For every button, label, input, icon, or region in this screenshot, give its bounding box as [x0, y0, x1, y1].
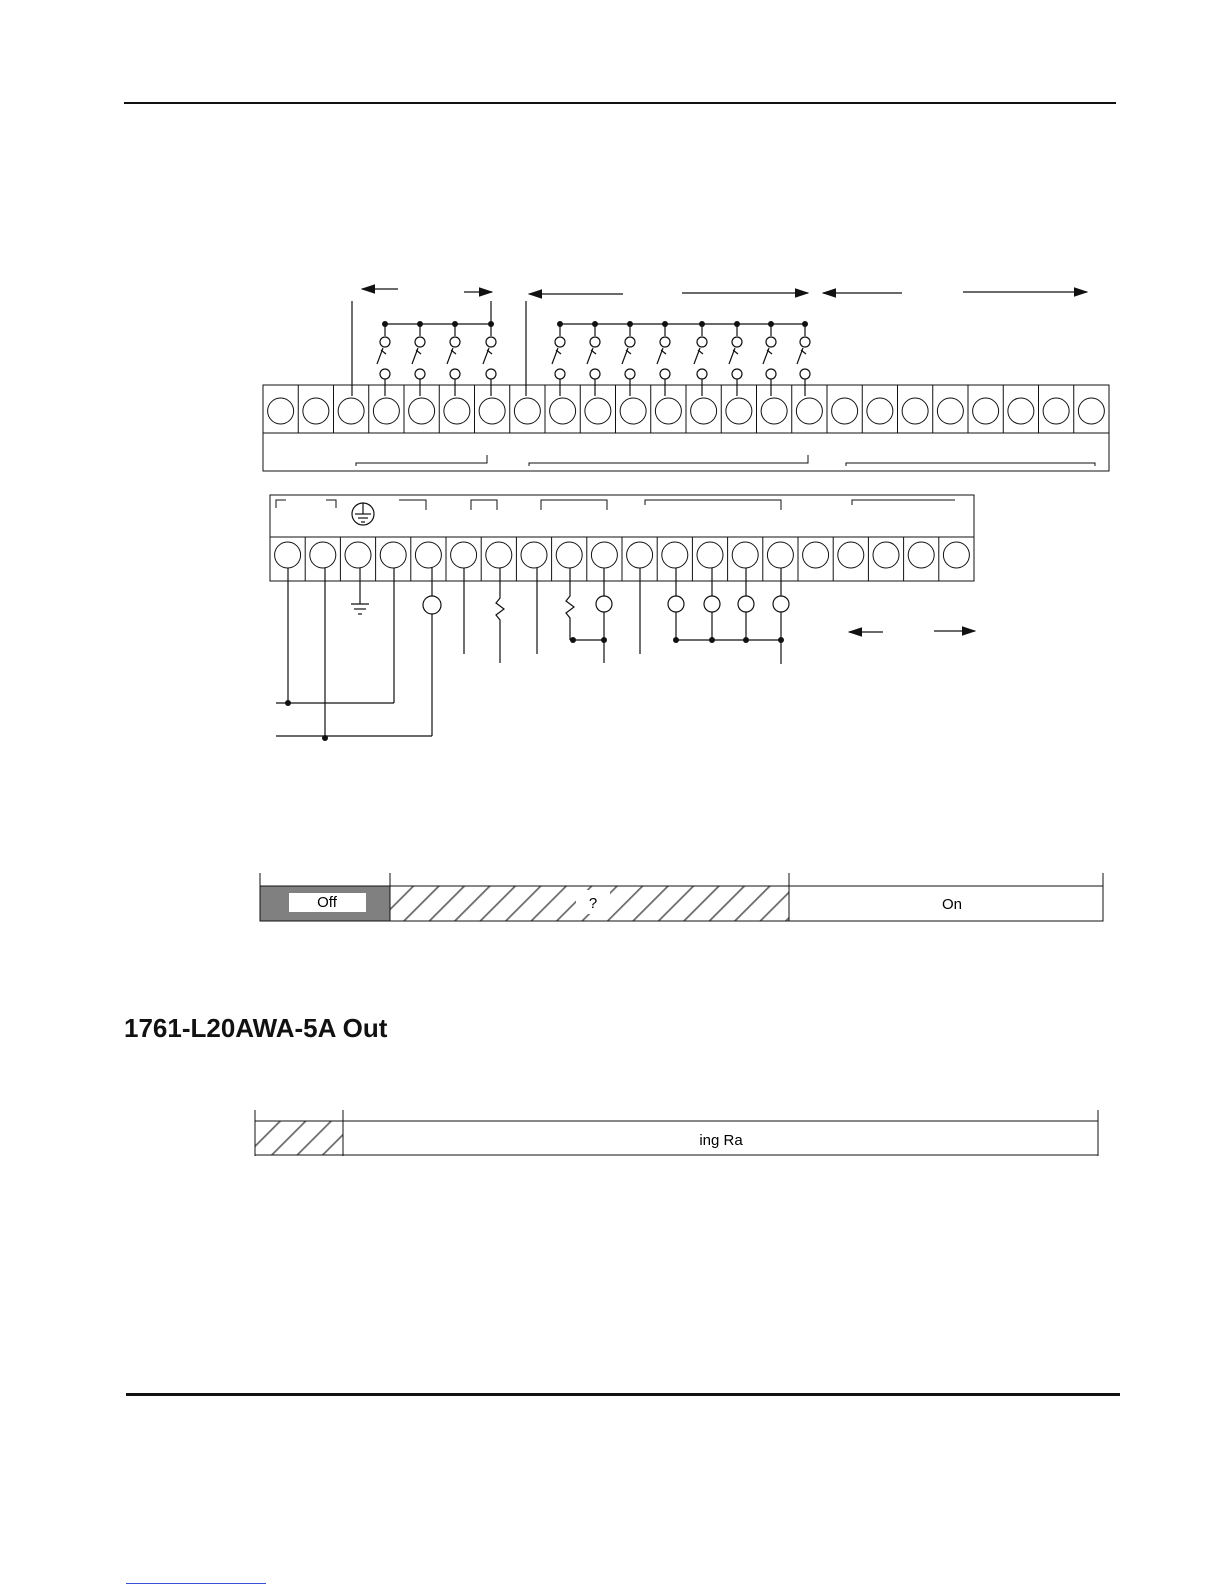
output-arrows	[849, 631, 975, 632]
terminal-screw-icon	[550, 398, 576, 424]
input-terminal-block	[263, 385, 1109, 471]
terminal-screw-icon	[556, 542, 582, 568]
terminal-screw-icon	[973, 398, 999, 424]
terminal-screw-icon	[345, 542, 371, 568]
output-load-wiring	[276, 568, 789, 738]
terminal-screw-icon	[409, 398, 435, 424]
ground-symbol-icon	[352, 503, 374, 525]
terminal-screw-icon	[486, 542, 512, 568]
terminal-screw-icon	[514, 398, 540, 424]
terminal-screw-icon	[761, 398, 787, 424]
load-icon	[738, 596, 754, 612]
output-group-brackets	[276, 500, 955, 510]
terminal-screw-icon	[627, 542, 653, 568]
rating-hatched-region	[255, 1121, 343, 1155]
input-terminals	[268, 385, 1105, 433]
terminal-screw-icon	[697, 542, 723, 568]
on-label: On	[941, 896, 963, 913]
terminal-screw-icon	[380, 542, 406, 568]
load-icon	[773, 596, 789, 612]
terminal-screw-icon	[832, 398, 858, 424]
terminal-screw-icon	[902, 398, 928, 424]
output-terminal-label-strip	[270, 495, 974, 537]
state-bar	[260, 873, 1103, 921]
terminal-screw-icon	[268, 398, 294, 424]
terminal-screw-icon	[732, 542, 758, 568]
terminal-screw-icon	[908, 542, 934, 568]
terminal-screw-icon	[873, 542, 899, 568]
terminal-screw-icon	[1078, 398, 1104, 424]
load-icon	[596, 596, 612, 612]
terminal-screw-icon	[451, 542, 477, 568]
terminal-screw-icon	[655, 398, 681, 424]
section-title: 1761-L20AWA-5A Out	[124, 1013, 388, 1043]
load-resistor-icon	[496, 568, 504, 663]
rating-bar	[255, 1110, 1098, 1156]
terminal-screw-icon	[662, 542, 688, 568]
terminal-screw-icon	[521, 542, 547, 568]
terminal-screw-icon	[415, 542, 441, 568]
output-terminal-block	[270, 495, 974, 581]
terminal-screw-icon	[691, 398, 717, 424]
terminal-screw-icon	[937, 398, 963, 424]
terminal-screw-icon	[338, 398, 364, 424]
terminal-screw-icon	[275, 542, 301, 568]
terminal-screw-icon	[591, 542, 617, 568]
ground-symbol-icon	[351, 604, 369, 614]
load-icon	[704, 596, 720, 612]
rating-label: ing Ra	[699, 1132, 743, 1149]
terminal-screw-icon	[867, 398, 893, 424]
terminal-screw-icon	[373, 398, 399, 424]
terminal-screw-icon	[943, 542, 969, 568]
output-terminals	[275, 537, 970, 581]
terminal-screw-icon	[767, 542, 793, 568]
terminal-screw-icon	[620, 398, 646, 424]
transition-label: ?	[588, 895, 598, 912]
terminal-screw-icon	[310, 542, 336, 568]
terminal-screw-icon	[803, 542, 829, 568]
load-icon	[668, 596, 684, 612]
load-resistor-icon	[566, 568, 574, 640]
terminal-screw-icon	[585, 398, 611, 424]
terminal-screw-icon	[303, 398, 329, 424]
output-dots	[285, 637, 784, 741]
terminal-screw-icon	[838, 542, 864, 568]
input-group-arrows	[362, 289, 1087, 294]
terminal-screw-icon	[479, 398, 505, 424]
input-group-brackets	[356, 455, 1095, 466]
terminal-screw-icon	[1043, 398, 1069, 424]
terminal-screw-icon	[1008, 398, 1034, 424]
load-icon	[423, 596, 441, 614]
terminal-screw-icon	[726, 398, 752, 424]
terminal-screw-icon	[444, 398, 470, 424]
input-switch-wiring	[352, 301, 810, 396]
off-label: Off	[317, 894, 337, 911]
input-terminal-label-strip	[263, 433, 1109, 471]
terminal-screw-icon	[796, 398, 822, 424]
